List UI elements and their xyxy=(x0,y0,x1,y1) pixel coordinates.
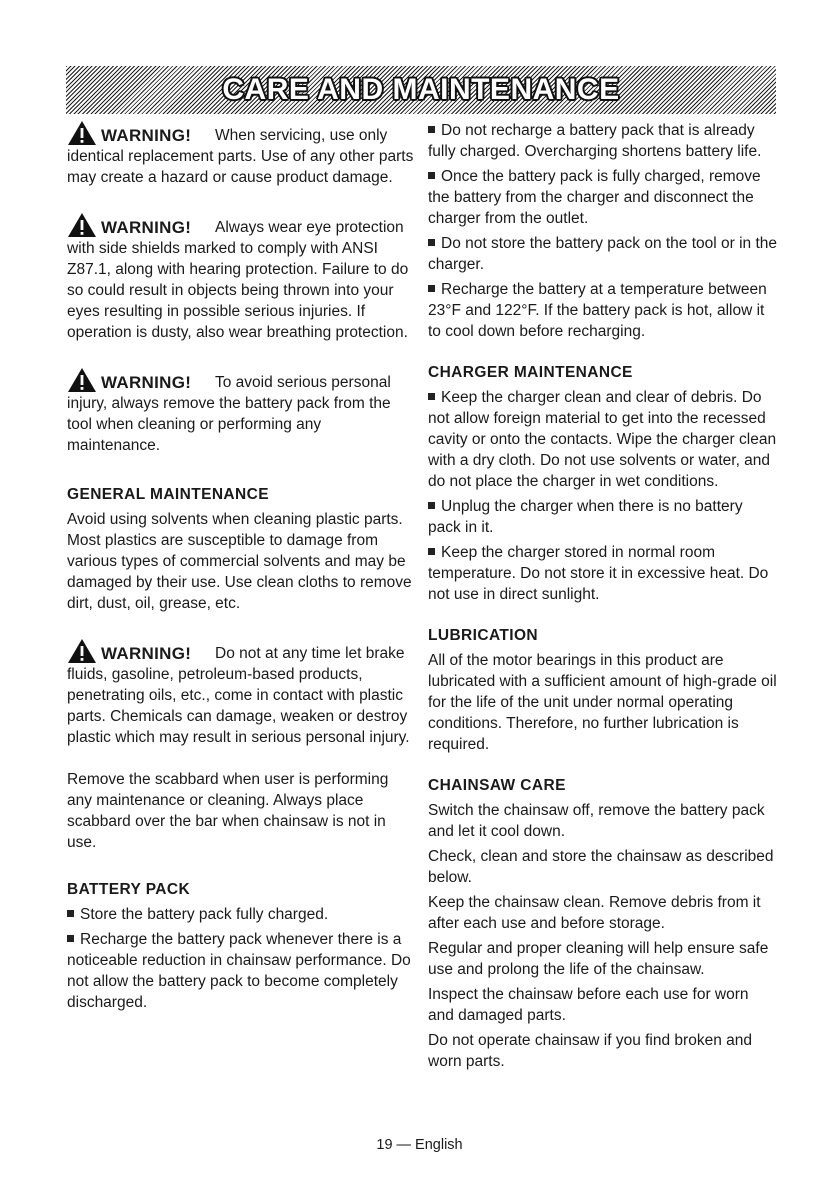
bullet-icon xyxy=(67,935,74,942)
list-item: Unplug the charger when there is no battery pack in it. xyxy=(428,498,743,536)
right-column xyxy=(428,120,778,1072)
bullet-icon xyxy=(428,285,435,292)
list-item: Do not recharge a battery pack that is already fully charged. Overcharging shortens battery life. xyxy=(428,122,762,160)
list-item: Recharge the battery pack whenever there is a noticeable reduction in chainsaw performance. Do not allow the battery pack to become completely discharged. xyxy=(67,931,411,1011)
warning-icon xyxy=(67,367,97,393)
battery-pack-heading: BATTERY PACK xyxy=(67,881,191,898)
bullet-icon xyxy=(428,172,435,179)
scabbard-text: Remove the scabbard when user is performing any maintenance or cleaning. Always place scabbard over the bar when chainsaw is not in use. xyxy=(67,771,389,851)
general-maintenance-text: Avoid using solvents when cleaning plastic parts. Most plastics are susceptible to damage from various types of commercial solvents and may be damaged by their use. Use clean cloths to remove dirt, dust, oil, grease, etc. xyxy=(67,511,412,612)
list-item: Keep the chainsaw clean. Remove debris from it after each use and before storage. xyxy=(428,894,761,932)
bullet-icon xyxy=(428,126,435,133)
bullet-icon xyxy=(428,548,435,555)
warning-text-2: Always wear eye protection with side shields marked to comply with ANSI Z87.1, along with hearing protection. Failure to do so could result in objects being thrown into your eyes resulting in possible serious injuries. If operation is dusty, also wear breathing protection. xyxy=(67,219,409,341)
list-item: Inspect the chainsaw before each use for worn and damaged parts. xyxy=(428,986,749,1024)
list-item: Store the battery pack fully charged. xyxy=(67,904,415,925)
list-item: Keep the charger stored in normal room temperature. Do not store it in excessive heat. Do not use in direct sunlight. xyxy=(428,544,769,603)
warning-label: WARNING! xyxy=(101,126,192,145)
section-banner xyxy=(66,66,776,114)
chainsaw-care-heading: CHAINSAW CARE xyxy=(428,777,566,794)
page-title: CARE AND MAINTENANCE xyxy=(222,73,620,106)
list-item: Keep the charger clean and clear of debris. Do not allow foreign material to get into the recessed cavity or onto the contacts. Wipe the charger clean with a dry cloth. Do not use solvents or water, and do not place the charger in wet conditions. xyxy=(428,389,777,490)
warning-text-3: To avoid serious personal injury, always remove the battery pack from the tool when cleaning or performing any maintenance. xyxy=(67,374,391,454)
warning-icon xyxy=(67,638,97,664)
list-item: Recharge the battery at a temperature between 23°F and 122°F. If the battery pack is hot, allow it to cool down before recharging. xyxy=(428,281,767,340)
warning-label: WARNING! xyxy=(101,373,192,392)
page-number: 19 — English xyxy=(376,1137,463,1153)
list-item: Check, clean and store the chainsaw as described below. xyxy=(428,848,774,886)
warning-text-1: When servicing, use only identical replacement parts. Use of any other parts may create a hazard or cause product damage. xyxy=(67,127,414,186)
list-item: Switch the chainsaw off, remove the battery pack and let it cool down. xyxy=(428,802,765,840)
bullet-icon xyxy=(428,239,435,246)
bullet-icon xyxy=(67,910,74,917)
warning-icon xyxy=(67,212,97,238)
list-item: Do not store the battery pack on the tool or in the charger. xyxy=(428,235,778,273)
left-column xyxy=(67,120,415,1013)
list-item: Once the battery pack is fully charged, remove the battery from the charger and disconnect the charger from the outlet. xyxy=(428,168,761,227)
list-item: Regular and proper cleaning will help ensure safe use and prolong the life of the chainsaw. xyxy=(428,940,769,978)
lubrication-heading: LUBRICATION xyxy=(428,627,539,644)
charger-maintenance-heading: CHARGER MAINTENANCE xyxy=(428,364,633,381)
general-maintenance-heading: GENERAL MAINTENANCE xyxy=(67,486,269,503)
warning-label: WARNING! xyxy=(101,218,192,237)
warning-text-4: Do not at any time let brake fluids, gasoline, petroleum-based products, penetrating oils, etc., come in contact with plastic parts. Chemicals can damage, weaken or destroy plastic which may result in serious personal injury. xyxy=(67,645,410,746)
bullet-icon xyxy=(428,502,435,509)
lubrication-text: All of the motor bearings in this product are lubricated with a sufficient amount of high-grade oil for the life of the unit under normal operating conditions. Therefore, no further lubrication is required. xyxy=(428,652,777,753)
warning-label: WARNING! xyxy=(101,644,192,663)
bullet-icon xyxy=(428,393,435,400)
list-item: Do not operate chainsaw if you find broken and worn parts. xyxy=(428,1032,752,1070)
warning-icon xyxy=(67,120,97,146)
